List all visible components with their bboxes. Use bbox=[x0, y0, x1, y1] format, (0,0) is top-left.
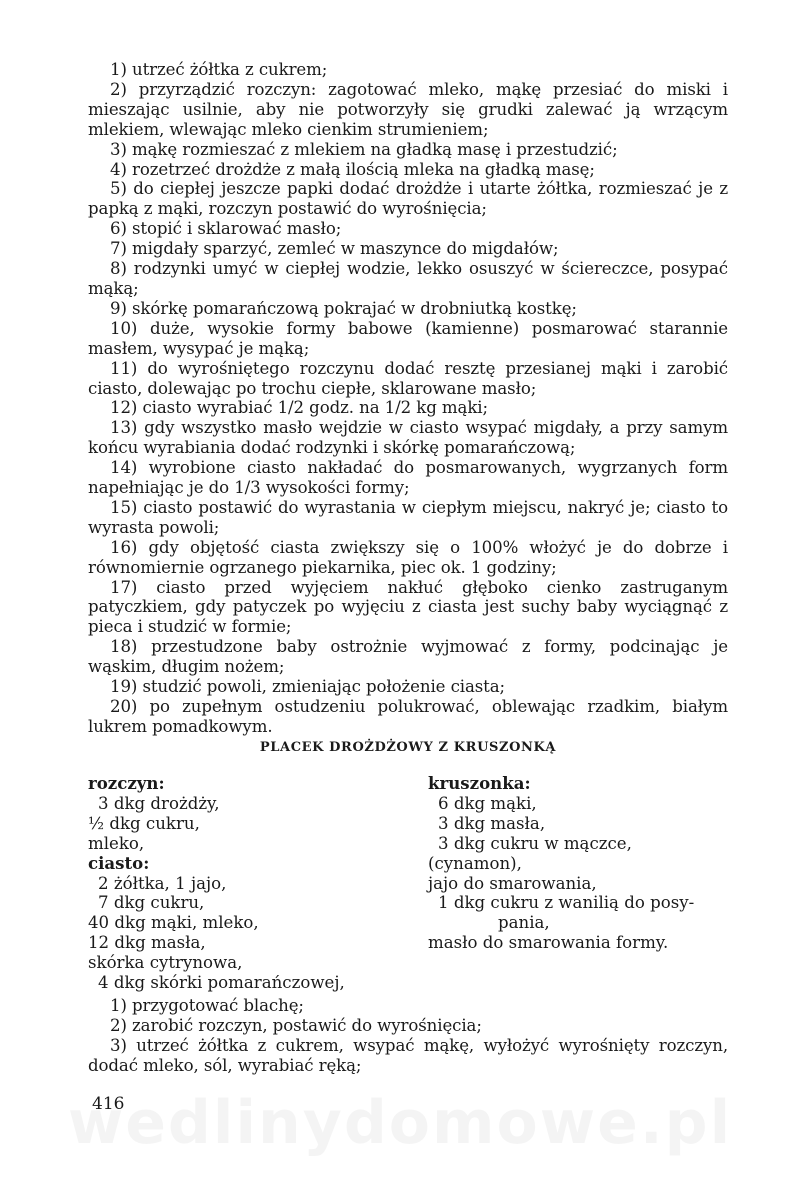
ingredient-item: 6 dkg mąki, bbox=[438, 793, 537, 813]
ingredient-item: masło do smarowania formy. bbox=[428, 933, 669, 953]
instruction-step: 7) migdały sparzyć, zemleć w maszynce do migdałów; bbox=[110, 239, 559, 259]
instruction-step: 8) rodzynki umyć w ciepłej wodzie, lekko osuszyć w ściereczce, posypać mąką; bbox=[88, 259, 728, 298]
recipe-title: PLACEK DROŻDŻOWY Z KRUSZONKĄ bbox=[259, 740, 557, 755]
instruction-step: 13) gdy wszystko masło wejdzie w ciasto wsypać migdały, a przy samym końcu wyrabiania dodać rodzynki i skórkę pomarańczową; bbox=[88, 418, 728, 458]
instruction-step: 17) ciasto przed wyjęciem nakłuć głęboko cienko zastruganym patyczkiem, gdy patyczek po wyjęciu z ciasta jest suchy baby wyciągnąć z pieca i studzić w formie; bbox=[88, 577, 728, 637]
instruction-step: 18) przestudzone baby ostrożnie wyjmować z formy, podcinając je wąskim, długim nożem; bbox=[88, 637, 728, 677]
ingredient-item: 2 żółtka, 1 jajo, bbox=[98, 873, 227, 893]
page-number: 416 bbox=[92, 1094, 125, 1114]
instructions-list bbox=[88, 60, 728, 737]
ingredient-item: 3 dkg masła, bbox=[438, 813, 546, 833]
instruction-step: 11) do wyrośniętego rozczynu dodać resztę przesianej mąki i zarobić ciasto, dolewając po trochu ciepłe, sklarowane masło; bbox=[88, 358, 728, 398]
instruction-step: 19) studzić powoli, zmieniając położenie ciasta; bbox=[110, 677, 506, 697]
instruction-step: 12) ciasto wyrabiać 1/2 godz. na 1/2 kg mąki; bbox=[110, 398, 488, 418]
instruction-step: 6) stopić i sklarować masło; bbox=[110, 219, 342, 239]
instruction-step: 10) duże, wysokie formy babowe (kamienne) posmarować starannie masłem, wysypać je mąką; bbox=[88, 318, 728, 358]
instruction-step: 3) utrzeć żółtka z cukrem, wsypać mąkę, wyłożyć wyrośnięty rozczyn, dodać mleko, sól, wyrabiać ręką; bbox=[88, 1035, 728, 1075]
ingredient-item: 4 dkg skórki pomarańczowej, bbox=[98, 973, 345, 993]
instruction-step: 3) mąkę rozmieszać z mlekiem na gładką masę i przestudzić; bbox=[110, 139, 618, 159]
placek-instructions-list bbox=[88, 996, 728, 1076]
instruction-step: 4) rozetrzeć drożdże z małą ilością mleka na gładką masę; bbox=[110, 159, 595, 179]
instruction-step: 16) gdy objętość ciasta zwiększy się o 100% włożyć je do dobrze i równomiernie ogrzanego piekarnika, piec ok. 1 godziny; bbox=[88, 537, 728, 577]
instruction-step: 20) po zupełnym ostudzeniu polukrować, oblewając rzadkim, białym lukrem pomadkowym. bbox=[88, 697, 728, 736]
ingredients-left-column bbox=[88, 774, 388, 993]
ingredient-item: jajo do smarowania, bbox=[428, 873, 597, 893]
ingredient-group-heading: ciasto: bbox=[88, 852, 150, 873]
ingredient-item: skórka cytrynowa, bbox=[88, 953, 243, 973]
ingredient-item: 3 dkg cukru w mączce, bbox=[438, 833, 632, 853]
instruction-step: 9) skórkę pomarańczową pokrajać w drobniutką kostkę; bbox=[110, 298, 577, 318]
ingredient-item: 7 dkg cukru, bbox=[98, 893, 205, 913]
ingredient-item: 1 dkg cukru z wanilią do posy- bbox=[438, 893, 695, 913]
ingredients-right-column bbox=[428, 774, 738, 953]
ingredient-item: 3 dkg drożdży, bbox=[98, 793, 220, 813]
ingredient-item: ½ dkg cukru, bbox=[88, 813, 200, 833]
instruction-step: 2) przyrządzić rozczyn: zagotować mleko, mąkę przesiać do miski i mieszając usilnie, aby nie potworzyły się grudki zalewać ją wrzącym mlekiem, wlewając mleko cienkim strumieniem; bbox=[88, 79, 728, 139]
ingredient-group-heading: rozczyn: bbox=[88, 773, 165, 793]
ingredient-item: 40 dkg mąki, mleko, bbox=[88, 913, 259, 933]
ingredient-item: mleko, bbox=[88, 833, 145, 853]
ingredient-item: (cynamon), bbox=[428, 853, 522, 873]
instruction-step: 5) do ciepłej jeszcze papki dodać drożdże i utarte żółtka, rozmieszać je z papką z mąki, rozczyn postawić do wyrośnięcia; bbox=[88, 179, 728, 219]
instruction-step: 1) przygotować blachę; bbox=[110, 996, 304, 1015]
instruction-step: 1) utrzeć żółtka z cukrem; bbox=[110, 60, 328, 79]
ingredient-item-continuation: pania, bbox=[498, 913, 550, 933]
ingredient-group-heading: kruszonka: bbox=[428, 773, 531, 793]
ingredient-item: 12 dkg masła, bbox=[88, 933, 206, 953]
instruction-step: 15) ciasto postawić do wyrastania w ciepłym miejscu, nakryć je; ciasto to wyrasta powoli; bbox=[88, 497, 728, 537]
instruction-step: 14) wyrobione ciasto nakładać do posmarowanych, wygrzanych form napełniając je do 1/3 wysokości formy; bbox=[88, 458, 728, 498]
instruction-step: 2) zarobić rozczyn, postawić do wyrośnięcia; bbox=[110, 1015, 482, 1035]
